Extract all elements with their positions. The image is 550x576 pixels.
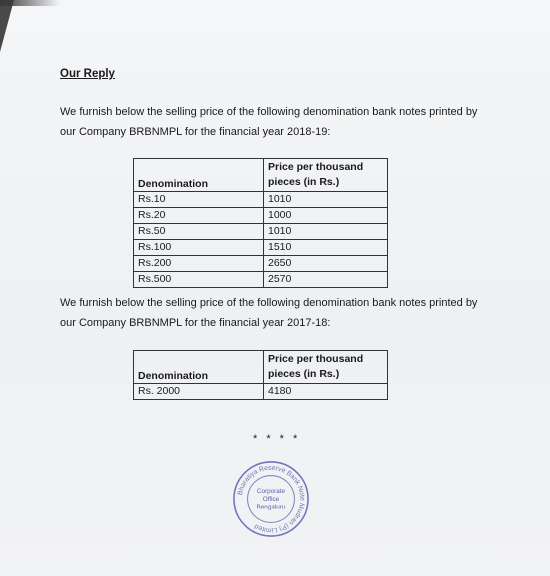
price-cell: 4180	[264, 384, 388, 400]
price-cell: 1010	[264, 224, 388, 240]
denomination-cell: Rs. 2000	[134, 384, 264, 400]
denomination-cell: Rs.200	[134, 256, 264, 272]
scan-edge-shadow	[0, 0, 60, 6]
table-header-row	[134, 159, 388, 192]
table-row	[134, 208, 388, 224]
table-header-row	[134, 351, 388, 384]
column-header-denomination: Denomination	[134, 159, 264, 192]
column-header-price: Price per thousand pieces (in Rs.)	[264, 159, 388, 192]
price-cell: 2570	[264, 272, 388, 288]
denomination-cell: Rs.500	[134, 272, 264, 288]
price-table-2018-19	[133, 158, 388, 288]
intro-paragraph-2017-18: We furnish below the selling price of the following denomination bank notes printed by our Company BRBNMPL for the financial year 2017-18:	[60, 297, 478, 329]
end-of-reply-marker: * * * *	[253, 433, 301, 445]
table-row	[134, 384, 388, 400]
denomination-cell: Rs.100	[134, 240, 264, 256]
svg-text:Corporate: Corporate	[256, 488, 286, 496]
table-row	[134, 272, 388, 288]
table-row	[134, 256, 388, 272]
price-table-2017-18	[133, 350, 388, 400]
svg-text:Bharatiya Reserve Bank Note Mu: Bharatiya Reserve Bank Note Mudran (P) Limited	[236, 464, 306, 534]
denomination-cell: Rs.10	[134, 192, 264, 208]
denomination-cell: Rs.50	[134, 224, 264, 240]
folded-corner	[0, 0, 14, 52]
price-cell: 1010	[264, 192, 388, 208]
price-cell: 1000	[264, 208, 388, 224]
svg-text:Bengaluru: Bengaluru	[256, 503, 286, 511]
column-header-denomination: Denomination	[134, 351, 264, 384]
table-row	[134, 240, 388, 256]
intro-paragraph-2018-19: We furnish below the selling price of the following denomination bank notes printed by our Company BRBNMPL for the financial year 2018-19:	[60, 106, 478, 138]
price-cell: 1510	[264, 240, 388, 256]
price-cell: 2650	[264, 256, 388, 272]
section-heading: Our Reply	[60, 68, 115, 80]
denomination-cell: Rs.20	[134, 208, 264, 224]
table-row	[134, 192, 388, 208]
table-row	[134, 224, 388, 240]
column-header-price: Price per thousand pieces (in Rs.)	[264, 351, 388, 384]
svg-text:Office: Office	[262, 495, 280, 503]
company-seal-stamp	[232, 460, 310, 538]
